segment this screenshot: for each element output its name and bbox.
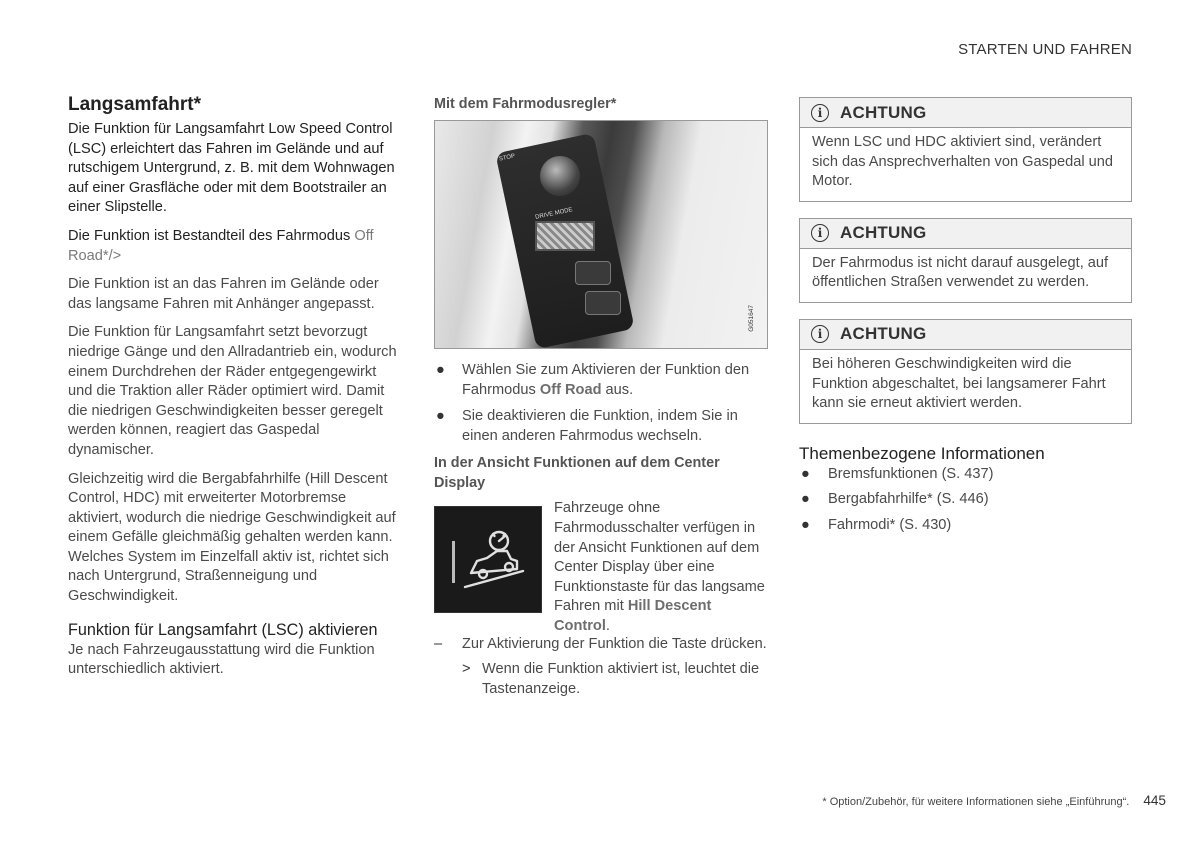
page-number: 445 bbox=[1143, 793, 1166, 808]
related-link-hdc[interactable]: ● Bergabfahrhilfe* (S. 446) bbox=[799, 490, 1132, 510]
paragraph-gears: Die Funktion für Langsamfahrt setzt bevorzugt niedrige Gänge und den Allradantrieb ein, wodurch einem Durchdrehen der Räder entgegengewirkt und die Traktion aller Räder optimiert wird. Damit die niedrigen Geschwindigkeiten besser geregelt werden können, reagiert das Gaspedal dynamischer. bbox=[68, 324, 397, 458]
warning-box bbox=[799, 319, 1132, 424]
warning-title: ACHTUNG bbox=[840, 324, 927, 344]
hill-descent-control-icon bbox=[461, 527, 527, 593]
page-footer bbox=[822, 793, 1166, 808]
indicator-bar bbox=[452, 541, 455, 583]
stop-label: STOP bbox=[498, 153, 516, 163]
related-link-brakes[interactable]: ● Bremsfunktionen (S. 437) bbox=[799, 465, 1132, 485]
warning-box bbox=[799, 218, 1132, 303]
column-middle bbox=[434, 94, 768, 704]
image-code: G051647 bbox=[748, 305, 755, 332]
warning-text: Bei höheren Geschwindigkeiten wird die Funktion abgeschaltet, bei langsamerer Fahrt kann sie erneut aktiviert werden. bbox=[812, 355, 1106, 412]
paragraph-drive-mode: Die Funktion ist Bestandteil des Fahrmodus Off Road*/> bbox=[68, 227, 374, 264]
hdc-block bbox=[434, 499, 768, 634]
list-item: ● Wählen Sie zum Aktivieren der Funktion den Fahrmodus Off Road aus. bbox=[436, 362, 750, 398]
warning-title: ACHTUNG bbox=[840, 102, 927, 122]
info-circle-icon: i bbox=[811, 224, 829, 242]
drive-mode-label: DRIVE MODE bbox=[534, 207, 574, 221]
subheading-activate: Funktion für Langsamfahrt (LSC) aktivieren bbox=[68, 620, 378, 639]
parking-brake-button bbox=[575, 261, 611, 285]
hdc-button-image bbox=[434, 506, 542, 613]
related-info-list bbox=[799, 465, 1132, 536]
warning-header bbox=[800, 320, 1131, 350]
paragraph-adapted: Die Funktion ist an das Fahren im Gelände oder das langsame Fahren mit Anhänger angepasst. bbox=[68, 276, 379, 312]
bullet-dot-icon: ● bbox=[801, 465, 810, 482]
drive-mode-roller bbox=[535, 221, 595, 251]
bullet-dot-icon: ● bbox=[801, 516, 810, 533]
result-marker: > bbox=[462, 660, 471, 677]
page-header-section: STARTEN UND FAHREN bbox=[958, 41, 1132, 58]
drive-mode-link[interactable]: Off Road*/> bbox=[68, 227, 374, 264]
auto-hold-button bbox=[585, 291, 621, 315]
related-info-heading: Themenbezogene Informationen bbox=[799, 443, 1045, 463]
drive-mode-selector-photo bbox=[434, 120, 768, 349]
list-item: ● Sie deaktivieren die Funktion, indem Sie in einen anderen Fahrmodus wechseln. bbox=[436, 408, 738, 444]
start-knob bbox=[540, 156, 580, 196]
column-right bbox=[799, 97, 1132, 542]
bullet-dot-icon: ● bbox=[801, 491, 810, 508]
footnote: * Option/Zubehör, für weitere Informationen siehe „Einführung“. bbox=[822, 796, 1130, 808]
bullet-dot-icon: ● bbox=[436, 362, 445, 378]
activation-bullets bbox=[434, 361, 768, 446]
activation-steps bbox=[434, 635, 768, 699]
warning-header bbox=[800, 98, 1131, 128]
info-circle-icon: i bbox=[811, 325, 829, 343]
section-title: Langsamfahrt* bbox=[68, 94, 202, 115]
paragraph-intro: Die Funktion für Langsamfahrt Low Speed Control (LSC) erleichtert das Fahren im Gelände und auf rutschigem Untergrund, z. B. mit dem Wohnwagen auf einer Grasfläche oder mit dem Bootstrailer an einer Slipstelle. bbox=[68, 121, 395, 216]
step-press-button: – Zur Aktivierung der Funktion die Taste drücken. bbox=[434, 635, 768, 655]
hill-descent-control-label: Hill Descent Control bbox=[554, 598, 712, 634]
dash-marker: – bbox=[434, 636, 443, 653]
warning-title: ACHTUNG bbox=[840, 223, 927, 243]
related-link-drive-modes[interactable]: ● Fahrmodi* (S. 430) bbox=[799, 516, 1132, 536]
info-circle-icon: i bbox=[811, 104, 829, 122]
hdc-description: Fahrzeuge ohne Fahrmodusschalter verfügen in der Ansicht Funktionen auf dem Center Display über eine Funktionstaste für das langsame Fahren mit Hill Descent Control. bbox=[554, 500, 765, 634]
column-left bbox=[68, 94, 400, 689]
warning-text: Der Fahrmodus ist nicht darauf ausgelegt, auf öffentlichen Straßen verwendet zu werden. bbox=[812, 254, 1109, 291]
step-result: > Wenn die Funktion aktiviert ist, leuchtet die Tastenanzeige. bbox=[462, 660, 760, 697]
heading-center-display: In der Ansicht Funktionen auf dem Center Display bbox=[434, 455, 720, 492]
paragraph-equipment: Je nach Fahrzeugausstattung wird die Funktion unterschiedlich aktiviert. bbox=[68, 641, 375, 678]
warning-text: Wenn LSC und HDC aktiviert sind, verändert sich das Ansprechverhalten von Gaspedal und Motor. bbox=[812, 134, 1113, 190]
warning-box bbox=[799, 97, 1132, 202]
bullet-dot-icon: ● bbox=[436, 408, 445, 425]
warning-header bbox=[800, 219, 1131, 249]
paragraph-hdc: Gleichzeitig wird die Bergabfahrhilfe (Hill Descent Control, HDC) mit erweiterter Motorbremse aktiviert, wodurch die niedrige Geschwindigkeit auf einem Gefälle gleichmäßig gehalten werden kann. Welches System im Einzelfall aktiv ist, richtet sich nach Untergrund, Straßenneigung und Geschwindigkeit. bbox=[68, 470, 396, 605]
heading-drive-mode-selector: Mit dem Fahrmodusregler* bbox=[434, 96, 617, 112]
off-road-label: Off Road bbox=[539, 381, 602, 398]
